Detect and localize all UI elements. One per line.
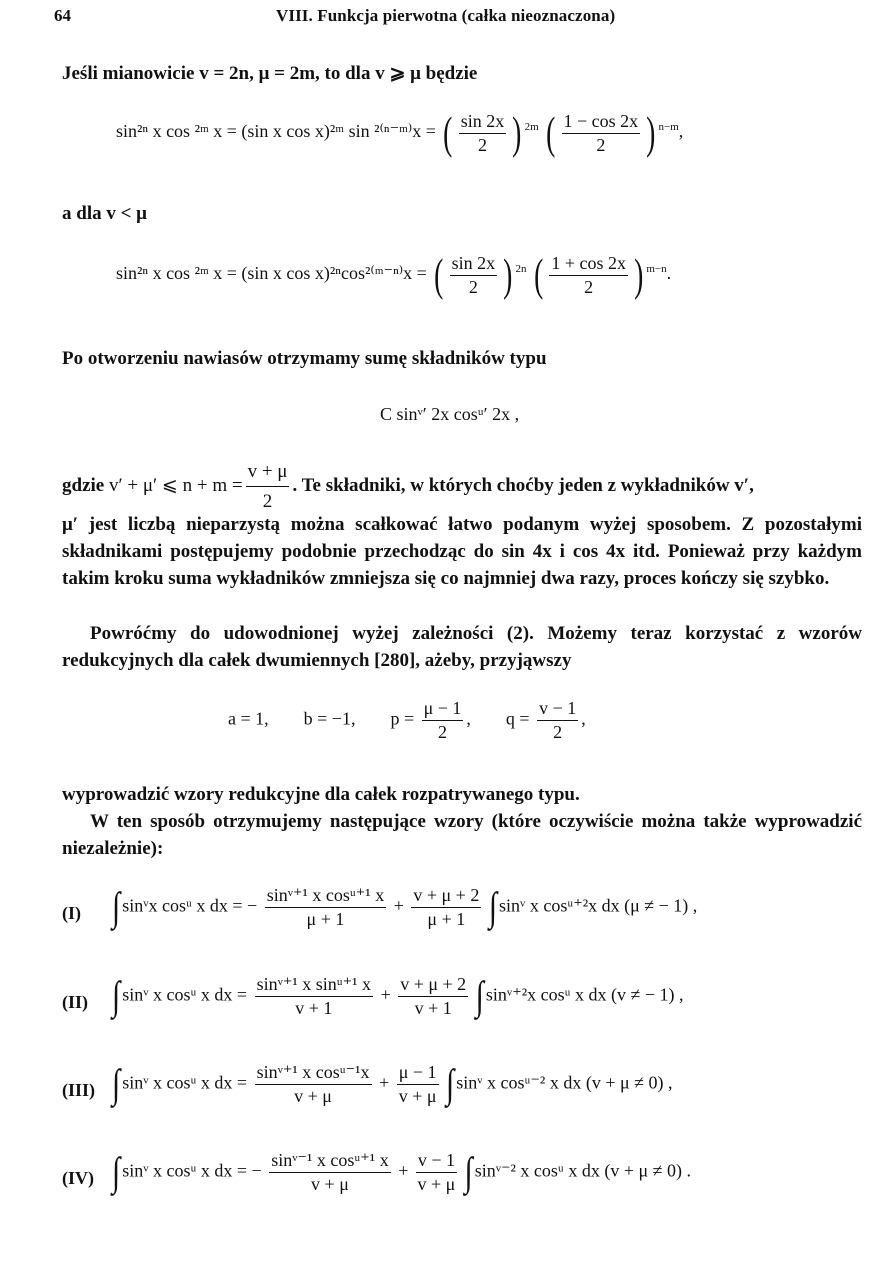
equation-2-frac2-num: 1 + cos 2x <box>549 253 628 276</box>
equation-5-p-lhs: p = <box>390 708 415 729</box>
formula-4-frac1-den: v + μ <box>311 1174 349 1194</box>
equation-1-frac1-den: 2 <box>478 134 488 155</box>
equation-5-q-lhs: q = <box>505 708 530 729</box>
formula-1-frac1-den: μ + 1 <box>306 909 345 929</box>
formula-1-frac2-den: μ + 1 <box>427 909 466 929</box>
equation-5-q-num: v − 1 <box>537 698 578 721</box>
formula-4 <box>112 1150 691 1195</box>
equation-2: sin²ⁿ x cos ²ᵐ x = (sin x cos x)²ⁿcos²⁽ᵐ⁻ⁿ⁾x = ( $\frac{\sin 2x}{2}$ ) $^{2n}$ ( $\frac{1 + \cos 2x}{2}$ ) $^{m-n}$. <box>116 249 672 300</box>
formula-3-rhs: sinᵛ x cosᵘ⁻² x dx (v + μ ≠ 0) , <box>456 1072 673 1093</box>
equation-5-q-den: 2 <box>553 722 563 742</box>
formula-2-rhs: sinᵛ⁺²x cosᵘ x dx (v ≠ − 1) , <box>485 984 684 1005</box>
paragraph-5: μ′ jest liczbą nieparzystą można scałkować łatwo podanym wyżej sposobem. Z pozostałymi składnikami postępujemy podobnie przechodząc do sin 4x i cos 4x itd. Ponieważ przy każdym takim kroku suma wykładników zmniejsza się co najmniej dwa razy, proces kończy się szybko. <box>62 514 862 589</box>
formula-2-lhs: sinᵛ x cosᵘ x dx = <box>122 984 248 1005</box>
formula-3-frac1-num: sinᵛ⁺¹ x cosᵘ⁻¹x <box>255 1062 372 1085</box>
equation-2-end: . <box>666 263 672 284</box>
equation-4-num: v + μ <box>246 458 290 487</box>
formula-3-frac2-num: μ − 1 <box>397 1062 439 1085</box>
equation-1-frac2-num: 1 − cos 2x <box>562 111 641 134</box>
formula-3-frac1-den: v + μ <box>294 1086 332 1106</box>
formula-2-label: (II) <box>62 992 88 1012</box>
equation-2-frac1-num: sin 2x <box>450 253 498 276</box>
equation-1: sin²ⁿ x cos ²ᵐ x = (sin x cos x)²ᵐ sin ²⁽ⁿ⁻ᵐ⁾x = ( $\frac{\sin 2x}{2}$ ) $^{2m}$ ( $\frac{1 - \cos 2x}{2}$ ) $^{n-m}$, <box>116 107 684 158</box>
formula-1-frac1-num: sinᵛ⁺¹ x cosᵘ⁺¹ x <box>265 885 386 908</box>
formula-4-frac2-num: v − 1 <box>416 1150 457 1173</box>
equation-3: C sinᵛ′ 2x cosᵘ′ 2x , <box>380 404 520 424</box>
paragraph-8: W ten sposób otrzymujemy następujące wzory (które oczywiście można także wyprowadzić niezależnie): <box>62 811 862 859</box>
formula-3-lhs: sinᵛ x cosᵘ x dx = <box>122 1072 248 1093</box>
equation-2-exp1: 2n <box>515 263 527 276</box>
formula-3 <box>112 1062 673 1107</box>
integral-sign: ∫ <box>464 1149 473 1195</box>
equation-2-exp2: m−n <box>646 263 667 276</box>
equation-5-a: a = 1, <box>228 708 269 729</box>
formula-4-label: (IV) <box>62 1168 94 1188</box>
formula-2-frac2-den: v + 1 <box>414 998 452 1018</box>
equation-5-p-den: 2 <box>438 722 448 742</box>
formula-2-frac1-num: sinᵛ⁺¹ x sinᵘ⁺¹ x <box>255 974 374 997</box>
integral-sign: ∫ <box>112 1061 121 1107</box>
formula-2-op: + <box>380 984 391 1005</box>
formula-4-frac2-den: v + μ <box>417 1174 456 1194</box>
equation-5-b: b = −1, <box>303 708 356 729</box>
paragraph-6: Powróćmy do udowodnionej wyżej zależności (2). Możemy teraz korzystać z wzorów redukcyjnych dla całek dwumiennych [280], ażeby, przyjąwszy <box>62 623 862 671</box>
running-title: VIII. Funkcja pierwotna (całka nieoznaczona) <box>276 6 616 25</box>
formula-4-lhs: sinᵛ x cosᵘ x dx = − <box>122 1160 262 1181</box>
equation-1-frac2-den: 2 <box>596 134 606 155</box>
equation-2-frac2-den: 2 <box>584 276 594 297</box>
formula-4-rhs: sinᵛ⁻² x cosᵘ x dx (v + μ ≠ 0) . <box>474 1160 691 1181</box>
integral-sign: ∫ <box>112 1149 121 1195</box>
formula-3-frac2-den: v + μ <box>398 1086 437 1106</box>
integral-sign: ∫ <box>446 1061 455 1107</box>
equation-1-exp1: 2m <box>524 121 539 134</box>
equation-5 <box>228 698 586 743</box>
paragraph-7: wyprowadzić wzory redukcyjne dla całek rozpatrywanego typu. <box>62 784 580 805</box>
formula-1-rhs: sinᵛ x cosᵘ⁺²x dx (μ ≠ − 1) , <box>499 895 698 916</box>
integral-sign: ∫ <box>488 884 498 930</box>
formula-1 <box>112 885 697 930</box>
formula-1-lhs: sinᵛx cosᵘ x dx = − <box>122 895 258 916</box>
paragraph-4-start: gdzie <box>62 474 109 496</box>
paragraph-1: Jeśli mianowicie v = 2n, μ = 2m, to dla v ⩾ μ będzie <box>62 63 478 84</box>
equation-5-p-num: μ − 1 <box>422 698 464 721</box>
equation-2-frac1-den: 2 <box>468 276 478 297</box>
paragraph-4-end: . Te składniki, w których choćby jeden z wykładników v′, <box>292 474 754 496</box>
equation-4 <box>108 461 293 512</box>
page-header <box>54 6 863 30</box>
equation-4-lhs: v′ + μ′ ⩽ n + m = <box>108 474 243 496</box>
equation-1-lhs: sin²ⁿ x cos ²ᵐ x = (sin x cos x)²ᵐ sin ²⁽ⁿ⁻ᵐ⁾x = <box>116 121 436 142</box>
equation-1-frac1-num: sin 2x <box>459 111 507 134</box>
paragraph-2: a dla v < μ <box>62 203 147 224</box>
paragraph-3: Po otworzeniu nawiasów otrzymamy sumę składników typu <box>62 348 547 369</box>
equation-5-p-sep: , <box>466 708 471 729</box>
formula-4-op: + <box>398 1160 409 1181</box>
equation-2-lhs: sin²ⁿ x cos ²ᵐ x = (sin x cos x)²ⁿcos²⁽ᵐ⁻ⁿ⁾x = <box>116 263 427 284</box>
formula-2-frac2-num: v + μ + 2 <box>398 974 468 997</box>
formula-1-frac2-num: v + μ + 2 <box>411 885 481 908</box>
equation-1-exp2: n−m <box>658 121 679 134</box>
integral-sign: ∫ <box>475 973 484 1019</box>
formula-2-frac1-den: v + 1 <box>295 998 333 1018</box>
formula-4-frac1-num: sinᵛ⁻¹ x cosᵘ⁺¹ x <box>269 1150 390 1173</box>
integral-sign: ∫ <box>112 884 121 930</box>
equation-4-den: 2 <box>262 491 273 512</box>
page-number: 64 <box>54 6 71 25</box>
paragraph-4 <box>62 458 862 512</box>
equation-5-q-end: , <box>581 708 586 729</box>
formula-1-label: (I) <box>62 903 81 923</box>
equation-1-end: , <box>678 121 684 142</box>
integral-sign: ∫ <box>112 973 121 1019</box>
formula-1-op: + <box>393 895 404 916</box>
formula-3-label: (III) <box>62 1080 96 1100</box>
formula-2 <box>112 974 684 1019</box>
formula-3-op: + <box>379 1072 390 1093</box>
